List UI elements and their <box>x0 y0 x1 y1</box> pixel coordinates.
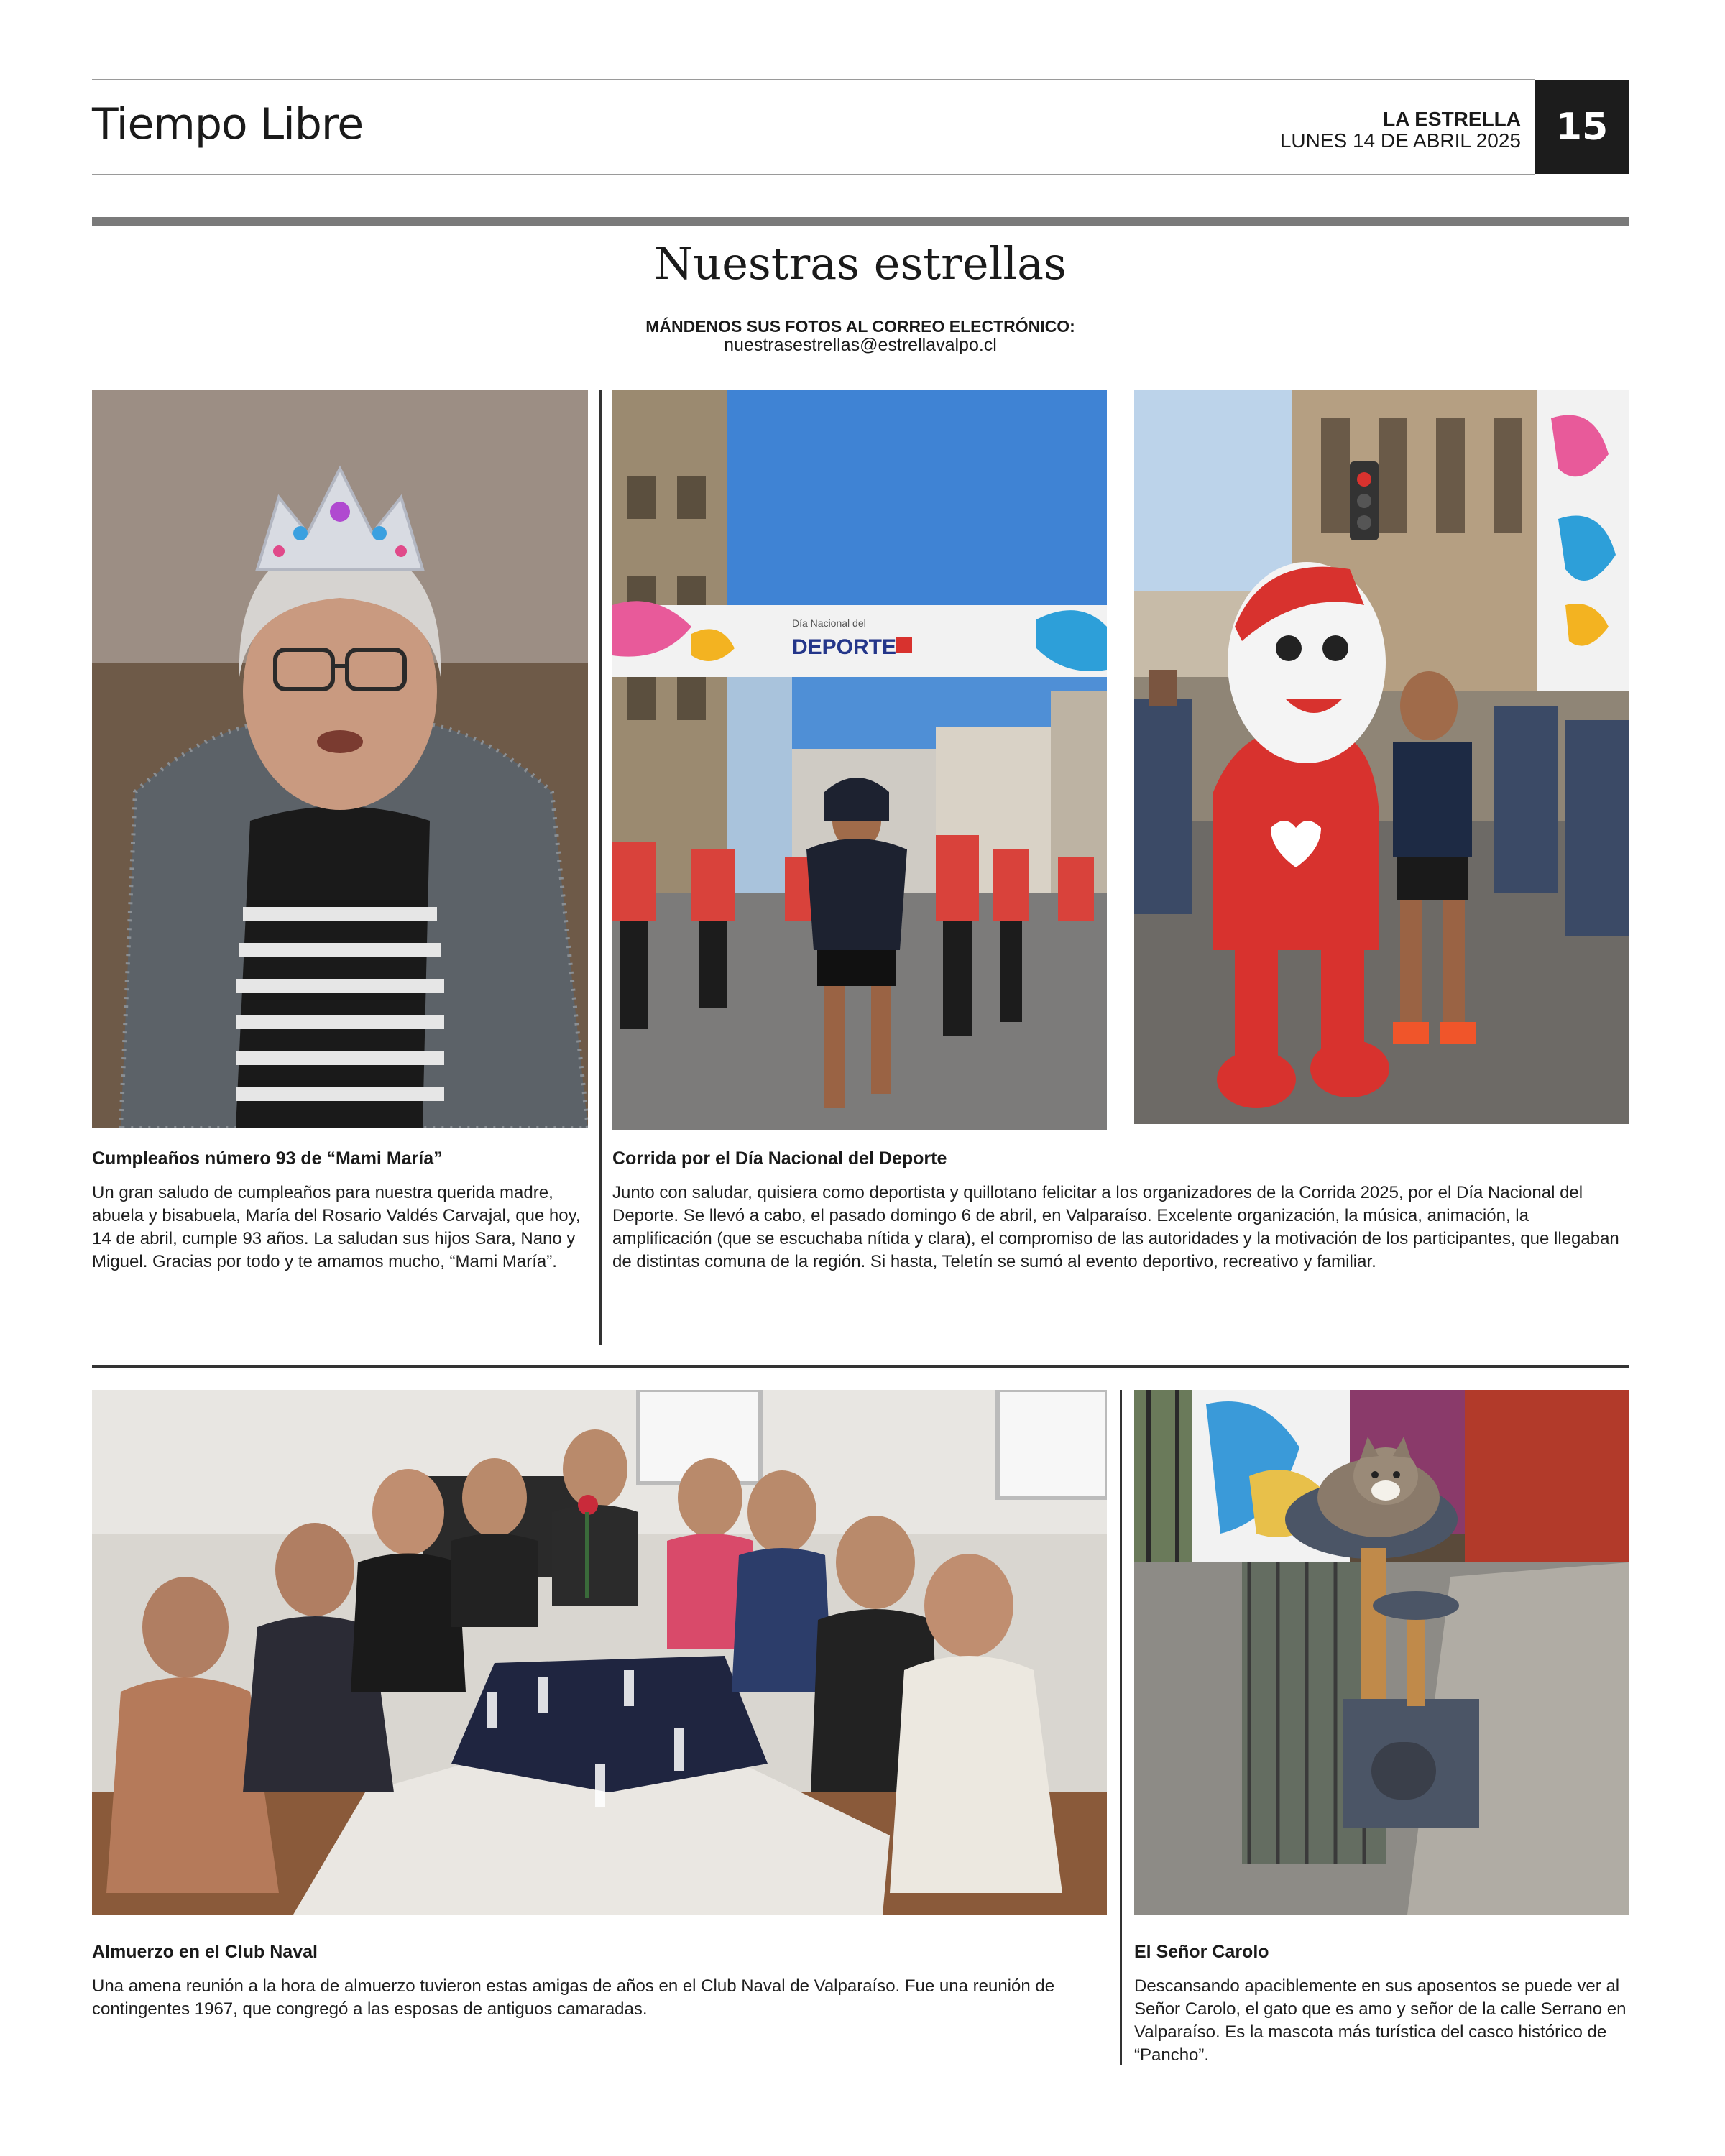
story-1-title: Cumpleaños número 93 de “Mami María” <box>92 1148 443 1169</box>
send-photos-label: MÁNDENOS SUS FOTOS AL CORREO ELECTRÓNICO: <box>645 317 1075 336</box>
story-3-title: Almuerzo en el Club Naval <box>92 1942 318 1962</box>
lunch-photo <box>92 1390 1107 1915</box>
paper-name: LA ESTRELLA <box>1383 108 1521 130</box>
cat-photo <box>1134 1390 1629 1915</box>
page-number: 15 <box>1535 80 1629 174</box>
row-divider <box>92 1365 1629 1368</box>
story-4-body: Descansando apaciblemente en sus aposentos se puede ver al Señor Carolo, el gato que es amo y señor de la calle Serrano en Valparaíso. Es la mascota más turística del casco histórico de “Pancho”. <box>1134 1976 1627 2065</box>
paper-date: LUNES 14 DE ABRIL 2025 <box>1279 129 1521 152</box>
story-2-body: Junto con saludar, quisiera como deportista y quillotano felicitar a los organizadores de la Corrida 2025, por el Día Nacional del Deporte. Se llevó a cabo, el pasado domingo 6 de abril, en Valparaíso. Excelente organización, la música, animación, la amplificación (que se escuchaba nítida y clara), el compromiso de las autoridades y la motivación de los participantes, que llegaban de distintas comuna de la región. Si hasta, Teletín se sumó al evento deportivo, recreativo y familiar. <box>612 1183 1619 1271</box>
feature-title: Nuestras estrellas <box>654 237 1067 290</box>
contact-email[interactable]: nuestrasestrellas@estrellavalpo.cl <box>724 335 997 355</box>
header-top-rule <box>92 79 1535 80</box>
header-bottom-rule <box>92 174 1535 175</box>
birthday-photo <box>92 390 588 1128</box>
story-3-body: Una amena reunión a la hora de almuerzo tuvieron estas amigas de años en el Club Naval de Valparaíso. Fue una reunión de contingentes 1967, que congregó a las esposas de antiguos camaradas. <box>92 1976 1055 2019</box>
story-4-title: El Señor Carolo <box>1134 1942 1269 1962</box>
story-1-body: Un gran saludo de cumpleaños para nuestra querida madre, abuela y bisabuela, María del Rosario Valdés Carvajal, que hoy, 14 de abril, cumple 93 años. La saludan sus hijos Sara, Nano y Miguel. Gracias por todo y te amamos mucho, “Mami María”. <box>92 1183 581 1271</box>
banner-big-text: DEPORTE <box>792 635 897 659</box>
banner-small-text: Día Nacional del <box>792 617 866 629</box>
section-divider <box>92 217 1629 226</box>
section-title: Tiempo Libre <box>92 99 364 149</box>
story-2-title: Corrida por el Día Nacional del Deporte <box>612 1148 947 1169</box>
column-divider-bottom <box>1120 1390 1122 2065</box>
column-divider-top <box>599 390 602 1345</box>
mascot-photo <box>1134 390 1629 1124</box>
race-photo <box>612 390 1107 1130</box>
